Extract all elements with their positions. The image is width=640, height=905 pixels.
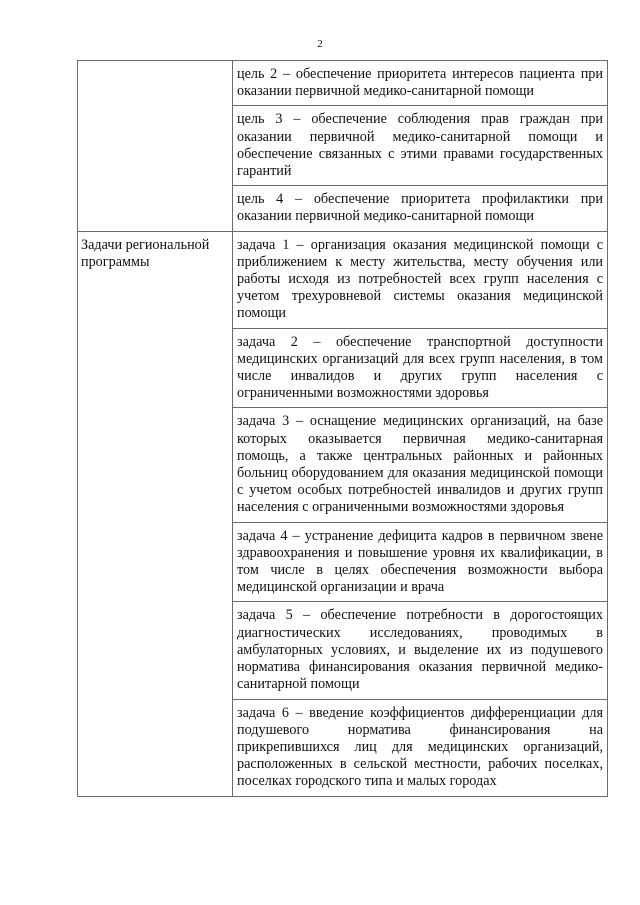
goals-label-cell (78, 61, 233, 232)
task-3-cell: задача 3 – оснащение медицинских организаций, на базе которых оказывается первичная медико-санитарная помощь, а также центральных районных и районных больниц оборудованием для оказания медицинской помощи с учетом особых потребностей инвалидов и других групп населения с ограниченными возможностями здоровья (233, 408, 608, 522)
task-1-cell: задача 1 – организация оказания медицинской помощи с приближением к месту жительства, месту обучения или работы исходя из потребностей всех групп населения с учетом трехуровневой системы оказания медицинской помощи (233, 231, 608, 328)
goal-3-cell: цель 3 – обеспечение соблюдения прав граждан при оказании первичной медико-санитарной помощи и обеспечение связанных с этими правами государственных гарантий (233, 106, 608, 186)
goal-4-cell: цель 4 – обеспечение приоритета профилактики при оказании первичной медико-санитарной помощи (233, 186, 608, 231)
task-4-cell: задача 4 – устранение дефицита кадров в первичном звене здравоохранения и повышение уровня их квалификации, в том числе в целях обеспечения возможности выбора медицинской организации и врача (233, 522, 608, 602)
tasks-label-cell: Задачи региональной программы (78, 231, 233, 796)
page-number: 2 (317, 38, 323, 50)
program-table (77, 60, 608, 797)
task-5-cell: задача 5 – обеспечение потребности в дорогостоящих диагностических исследованиях, проводимых в амбулаторных условиях, и выделение их из подушевого норматива финансирования оказания первичной медико-санитарной помощи (233, 602, 608, 699)
table-row (78, 231, 608, 328)
goal-2-cell: цель 2 – обеспечение приоритета интересов пациента при оказании первичной медико-санитарной помощи (233, 61, 608, 106)
task-6-cell: задача 6 – введение коэффициентов дифференциации для подушевого норматива финансирования на прикрепившихся лиц для медицинских организаций, расположенных в сельской местности, рабочих поселках, поселках городского типа и малых городах (233, 699, 608, 796)
table-row (78, 61, 608, 106)
task-2-cell: задача 2 – обеспечение транспортной доступности медицинских организаций для всех групп населения, в том числе инвалидов и других групп населения с ограниченными возможностями здоровья (233, 328, 608, 408)
